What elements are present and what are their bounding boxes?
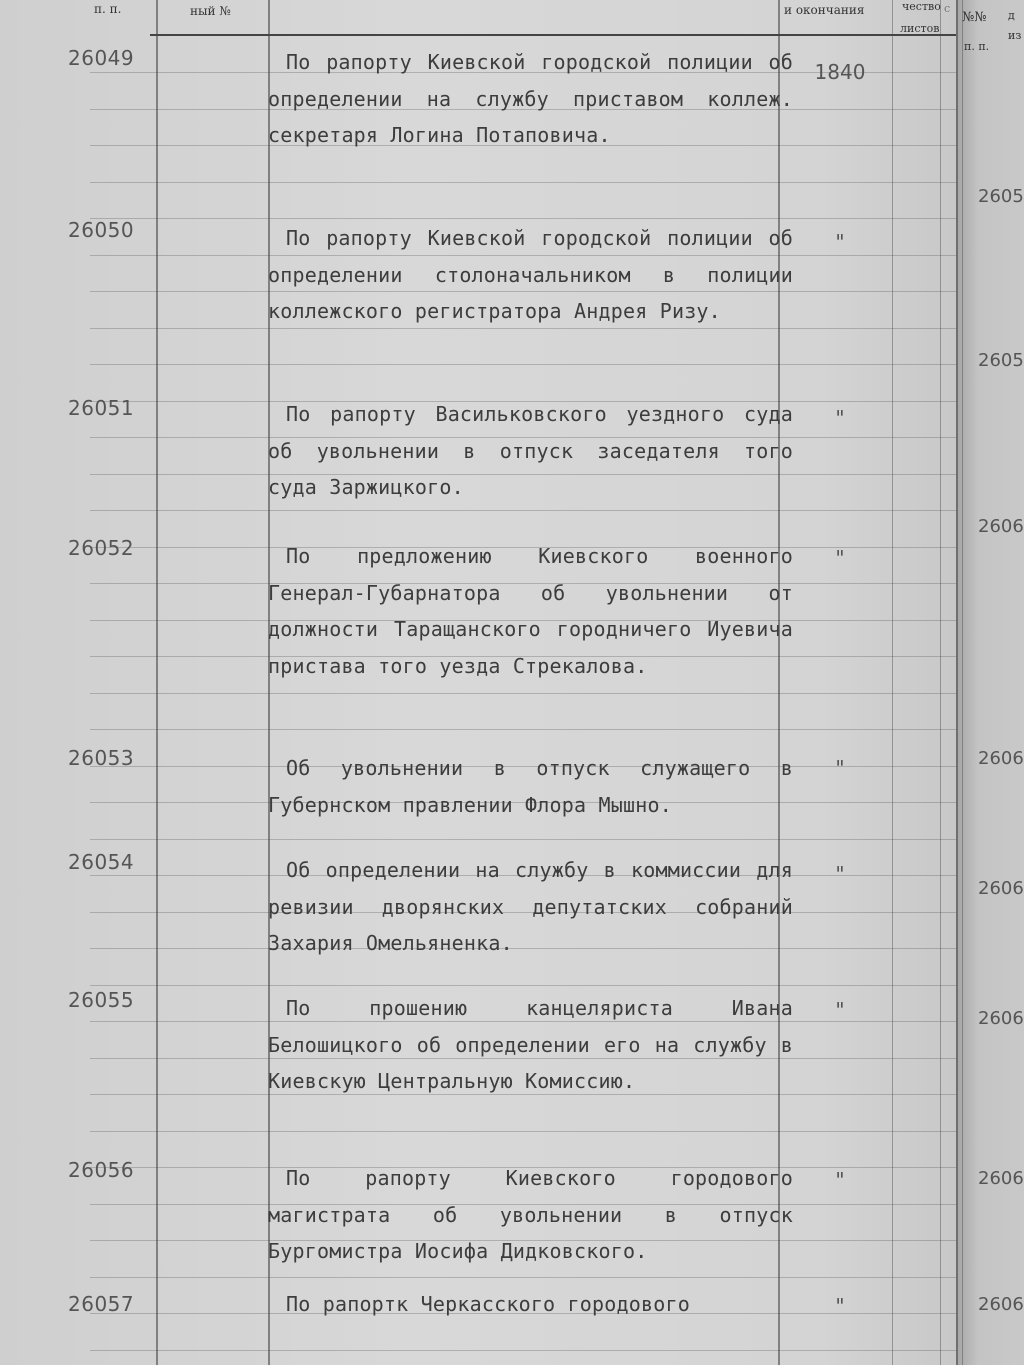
ruled-line [90, 182, 956, 183]
entry-description: По рапорту Киевского городового магистрата об увольнении в отпуск Бургомистра Иосифа Дидковского. [268, 1166, 793, 1263]
entry-date: 1840 [814, 60, 866, 84]
column-divider [940, 0, 941, 1365]
adjacent-entry-number: 2605 [978, 186, 1024, 207]
adjacent-entry-number: 2606 [978, 1008, 1024, 1029]
ruled-line [90, 218, 956, 219]
entry-number: 26053 [68, 746, 135, 770]
adjacent-header-pp: п. п. [964, 40, 990, 53]
entry-description: По рапорту Киевской городской полиции об определении на службу приставом коллеж. секретаря Логина Потаповича. [268, 50, 793, 147]
entry-date: " [835, 756, 845, 780]
adjacent-entry-number: 2605 [978, 350, 1024, 371]
adjacent-entry-number: 2606 [978, 1294, 1024, 1315]
ruled-line [90, 985, 956, 986]
entry-date: " [835, 406, 845, 430]
adjacent-entry-number: 2606 [978, 516, 1024, 537]
header-col-dots: с [944, 2, 951, 15]
ruled-line [90, 510, 956, 511]
entry-date: " [835, 862, 845, 886]
entry-description: По прошению канцеляриста Ивана Белошицкого об определении его на службу в Киевскую Центральную Комиссию. [268, 996, 793, 1093]
entry-number: 26055 [68, 988, 135, 1012]
header-col-sheets-1: чество [902, 0, 941, 13]
header-col-pp: п. п. [94, 2, 122, 16]
adjacent-page-divider [962, 0, 963, 1365]
entry-description: Об определении на службу в коммиссии для ревизии дворянских депутатских собраний Захария Омельяненка. [268, 858, 793, 955]
entry-description: По рапорту Киевской городской полиции об определении столоначальником в полиции коллежского регистратора Андрея Ризу. [268, 226, 793, 323]
entry-date: " [835, 998, 845, 1022]
adjacent-entry-number: 2606 [978, 748, 1024, 769]
entry-number: 26049 [68, 46, 135, 70]
entry-number: 26056 [68, 1158, 135, 1182]
header-col-archive-no: ный № [190, 4, 231, 18]
adjacent-header-no: №№ [962, 10, 987, 25]
ruled-line [90, 1131, 956, 1132]
entry-number: 26052 [68, 536, 135, 560]
header-underline [150, 34, 960, 36]
entry-date: " [835, 230, 845, 254]
ruled-line [90, 1277, 956, 1278]
header-col-dates: и окончания [784, 3, 865, 17]
entry-description: По предложению Киевского военного Генерал-Губарнатора об увольнении от должности Таращанского городничего Иуевича пристава того уезда Стрекалова. [268, 544, 793, 678]
ruled-line [90, 839, 956, 840]
ruled-line [90, 693, 956, 694]
header-col-sheets-2: листов [900, 22, 940, 35]
adjacent-entry-number: 2606 [978, 878, 1024, 899]
adjacent-entry-number: 2606 [978, 1168, 1024, 1189]
entry-description: По рапорту Васильковского уездного суда об увольнении в отпуск заседателя того суда Заржицкого. [268, 402, 793, 499]
ruled-line [90, 1350, 956, 1351]
entry-number: 26057 [68, 1292, 135, 1316]
entry-date: " [835, 1294, 845, 1318]
ruled-line [90, 364, 956, 365]
adjacent-header-edge: д из [1008, 9, 1022, 42]
entry-number: 26051 [68, 396, 135, 420]
entry-number: 26050 [68, 218, 135, 242]
entry-description: По рапортк Черкасского городового [286, 1292, 690, 1316]
entry-date: " [835, 546, 845, 570]
ruled-line [90, 729, 956, 730]
entry-number: 26054 [68, 850, 135, 874]
entry-date: " [835, 1168, 845, 1192]
column-divider [892, 0, 893, 1365]
entry-description: Об увольнении в отпуск служащего в Губернском правлении Флора Мышно. [268, 756, 793, 817]
